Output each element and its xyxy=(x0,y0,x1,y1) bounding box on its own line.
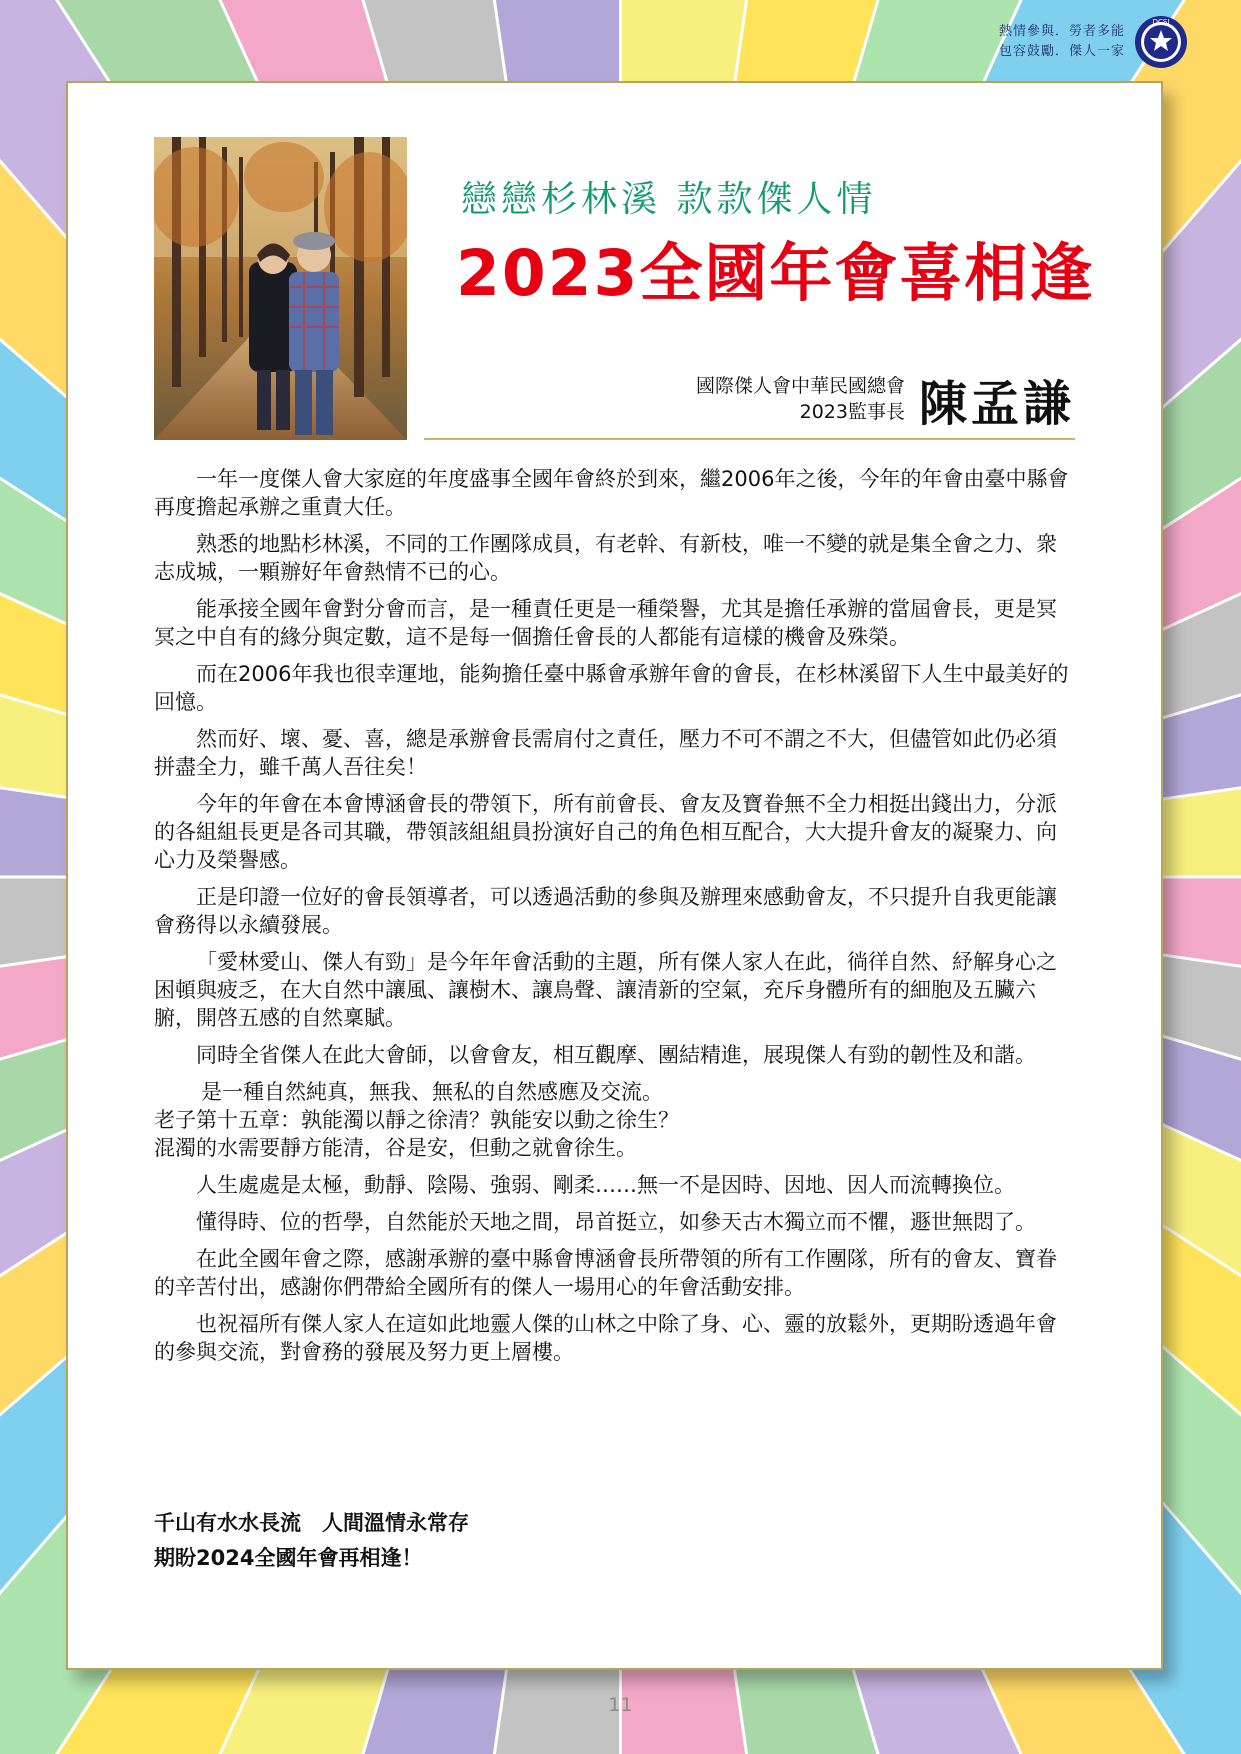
body-paragraph: 一年一度傑人會大家庭的年度盛事全國年會終於到來，繼2006年之後，今年的年會由臺中縣會再度擔起承辦之重責大任。 xyxy=(154,467,1069,519)
closing-lines xyxy=(154,1506,854,1576)
author-affiliation xyxy=(696,373,905,425)
page-number: 11 xyxy=(608,1694,633,1716)
body-paragraph: 懂得時、位的哲學，自然能於天地之間，昂首挺立，如參天古木獨立而不懼，遯世無悶了。 xyxy=(196,1210,1036,1234)
body-paragraph: 今年的年會在本會博涵會長的帶領下，所有前會長、會友及寶眷無不全力相挺出錢出力，分派的各組組長更是各司其職，帶領該組組員扮演好自己的角色相互配合，大大提升會友的凝聚力、向心力及榮譽感。 xyxy=(154,792,1057,872)
body-paragraph: 人生處處是太極，動靜、陰陽、強弱、剛柔……無一不是因時、因地、因人而流轉換位。 xyxy=(196,1173,1015,1197)
article-panel xyxy=(66,81,1163,1670)
slogan-line-2: 包容鼓勵．傑人一家 xyxy=(998,44,1125,59)
body-paragraph: 能承接全國年會對分會而言，是一種責任更是一種榮譽，尤其是擔任承辦的當屆會長，更是冥冥之中自有的緣分與定數，這不是每一個擔任會長的人都能有這樣的機會及殊榮。 xyxy=(154,597,1057,649)
author-byline xyxy=(695,369,1075,432)
slogan-line-1: 熱情參與．勞者多能 xyxy=(998,24,1125,39)
author-photo xyxy=(154,137,407,440)
closing-line-2: 期盼2024全國年會再相逢！ xyxy=(154,1546,423,1570)
article-body xyxy=(154,465,1076,1375)
body-paragraph: 在此全國年會之際，感謝承辦的臺中縣會博涵會長所帶領的所有工作團隊，所有的會友、寶眷的辛苦付出，感謝你們帶給全國所有的傑人一場用心的年會活動安排。 xyxy=(154,1247,1057,1299)
body-paragraph: 同時全省傑人在此大會師，以會會友，相互觀摩、團結精進，展現傑人有勁的韌性及和諧。 xyxy=(196,1043,1036,1067)
author-position: 2023監事長 xyxy=(799,401,905,423)
quote-line: 混濁的水需要靜方能清，谷是安，但動之就會徐生。 xyxy=(154,1136,637,1160)
title-divider xyxy=(424,438,1075,440)
article-subtitle: 戀戀杉林溪 款款傑人情 xyxy=(461,179,877,220)
body-paragraph: 而在2006年我也很幸運地，能夠擔任臺中縣會承辦年會的會長，在杉林溪留下人生中最美好的回憶。 xyxy=(154,662,1069,714)
body-paragraph: 熟悉的地點杉林溪，不同的工作團隊成員，有老幹、有新枝，唯一不變的就是集全會之力、衆志成城，一顆辦好年會熱情不已的心。 xyxy=(154,532,1057,584)
body-paragraph: 正是印證一位好的會長領導者，可以透過活動的參與及辦理來感動會友，不只提升自我更能讓會務得以永續發展。 xyxy=(154,885,1057,937)
author-name: 陳孟謙 xyxy=(918,375,1075,432)
logo-lettering: DCSI xyxy=(1152,18,1170,26)
quote-line: 是一種自然純真，無我、無私的自然感應及交流。 xyxy=(201,1080,663,1104)
body-paragraph: 然而好、壞、憂、喜，總是承辦會長需肩付之責任，壓力不可不謂之不大，但儘管如此仍必須拼盡全力，雖千萬人吾往矣！ xyxy=(154,727,1057,779)
quote-line: 老子第十五章：孰能濁以靜之徐清？孰能安以動之徐生？ xyxy=(154,1108,679,1132)
forest-couple-image xyxy=(154,137,407,440)
laozi-quote-block xyxy=(154,1078,1076,1162)
closing-line-1: 千山有水水長流 人間溫情永常存 xyxy=(154,1511,469,1535)
body-paragraph: 「愛林愛山、傑人有勁」是今年年會活動的主題，所有傑人家人在此，徜徉自然、紓解身心之困頓與疲乏，在大自然中讓風、讓樹木、讓鳥聲、讓清新的空氣，充斥身體所有的細胞及五臟六腑，開啓五感的自然稟賦。 xyxy=(154,950,1057,1030)
author-organization: 國際傑人會中華民國總會 xyxy=(695,375,905,397)
body-paragraph: 也祝福所有傑人家人在這如此地靈人傑的山林之中除了身、心、靈的放鬆外，更期盼透過年會的參與交流，對會務的發展及努力更上層樓。 xyxy=(154,1312,1057,1364)
article-title: 2023全國年會喜相逢 xyxy=(456,237,1095,310)
association-logo xyxy=(1133,14,1189,70)
header-slogan xyxy=(999,22,1125,62)
